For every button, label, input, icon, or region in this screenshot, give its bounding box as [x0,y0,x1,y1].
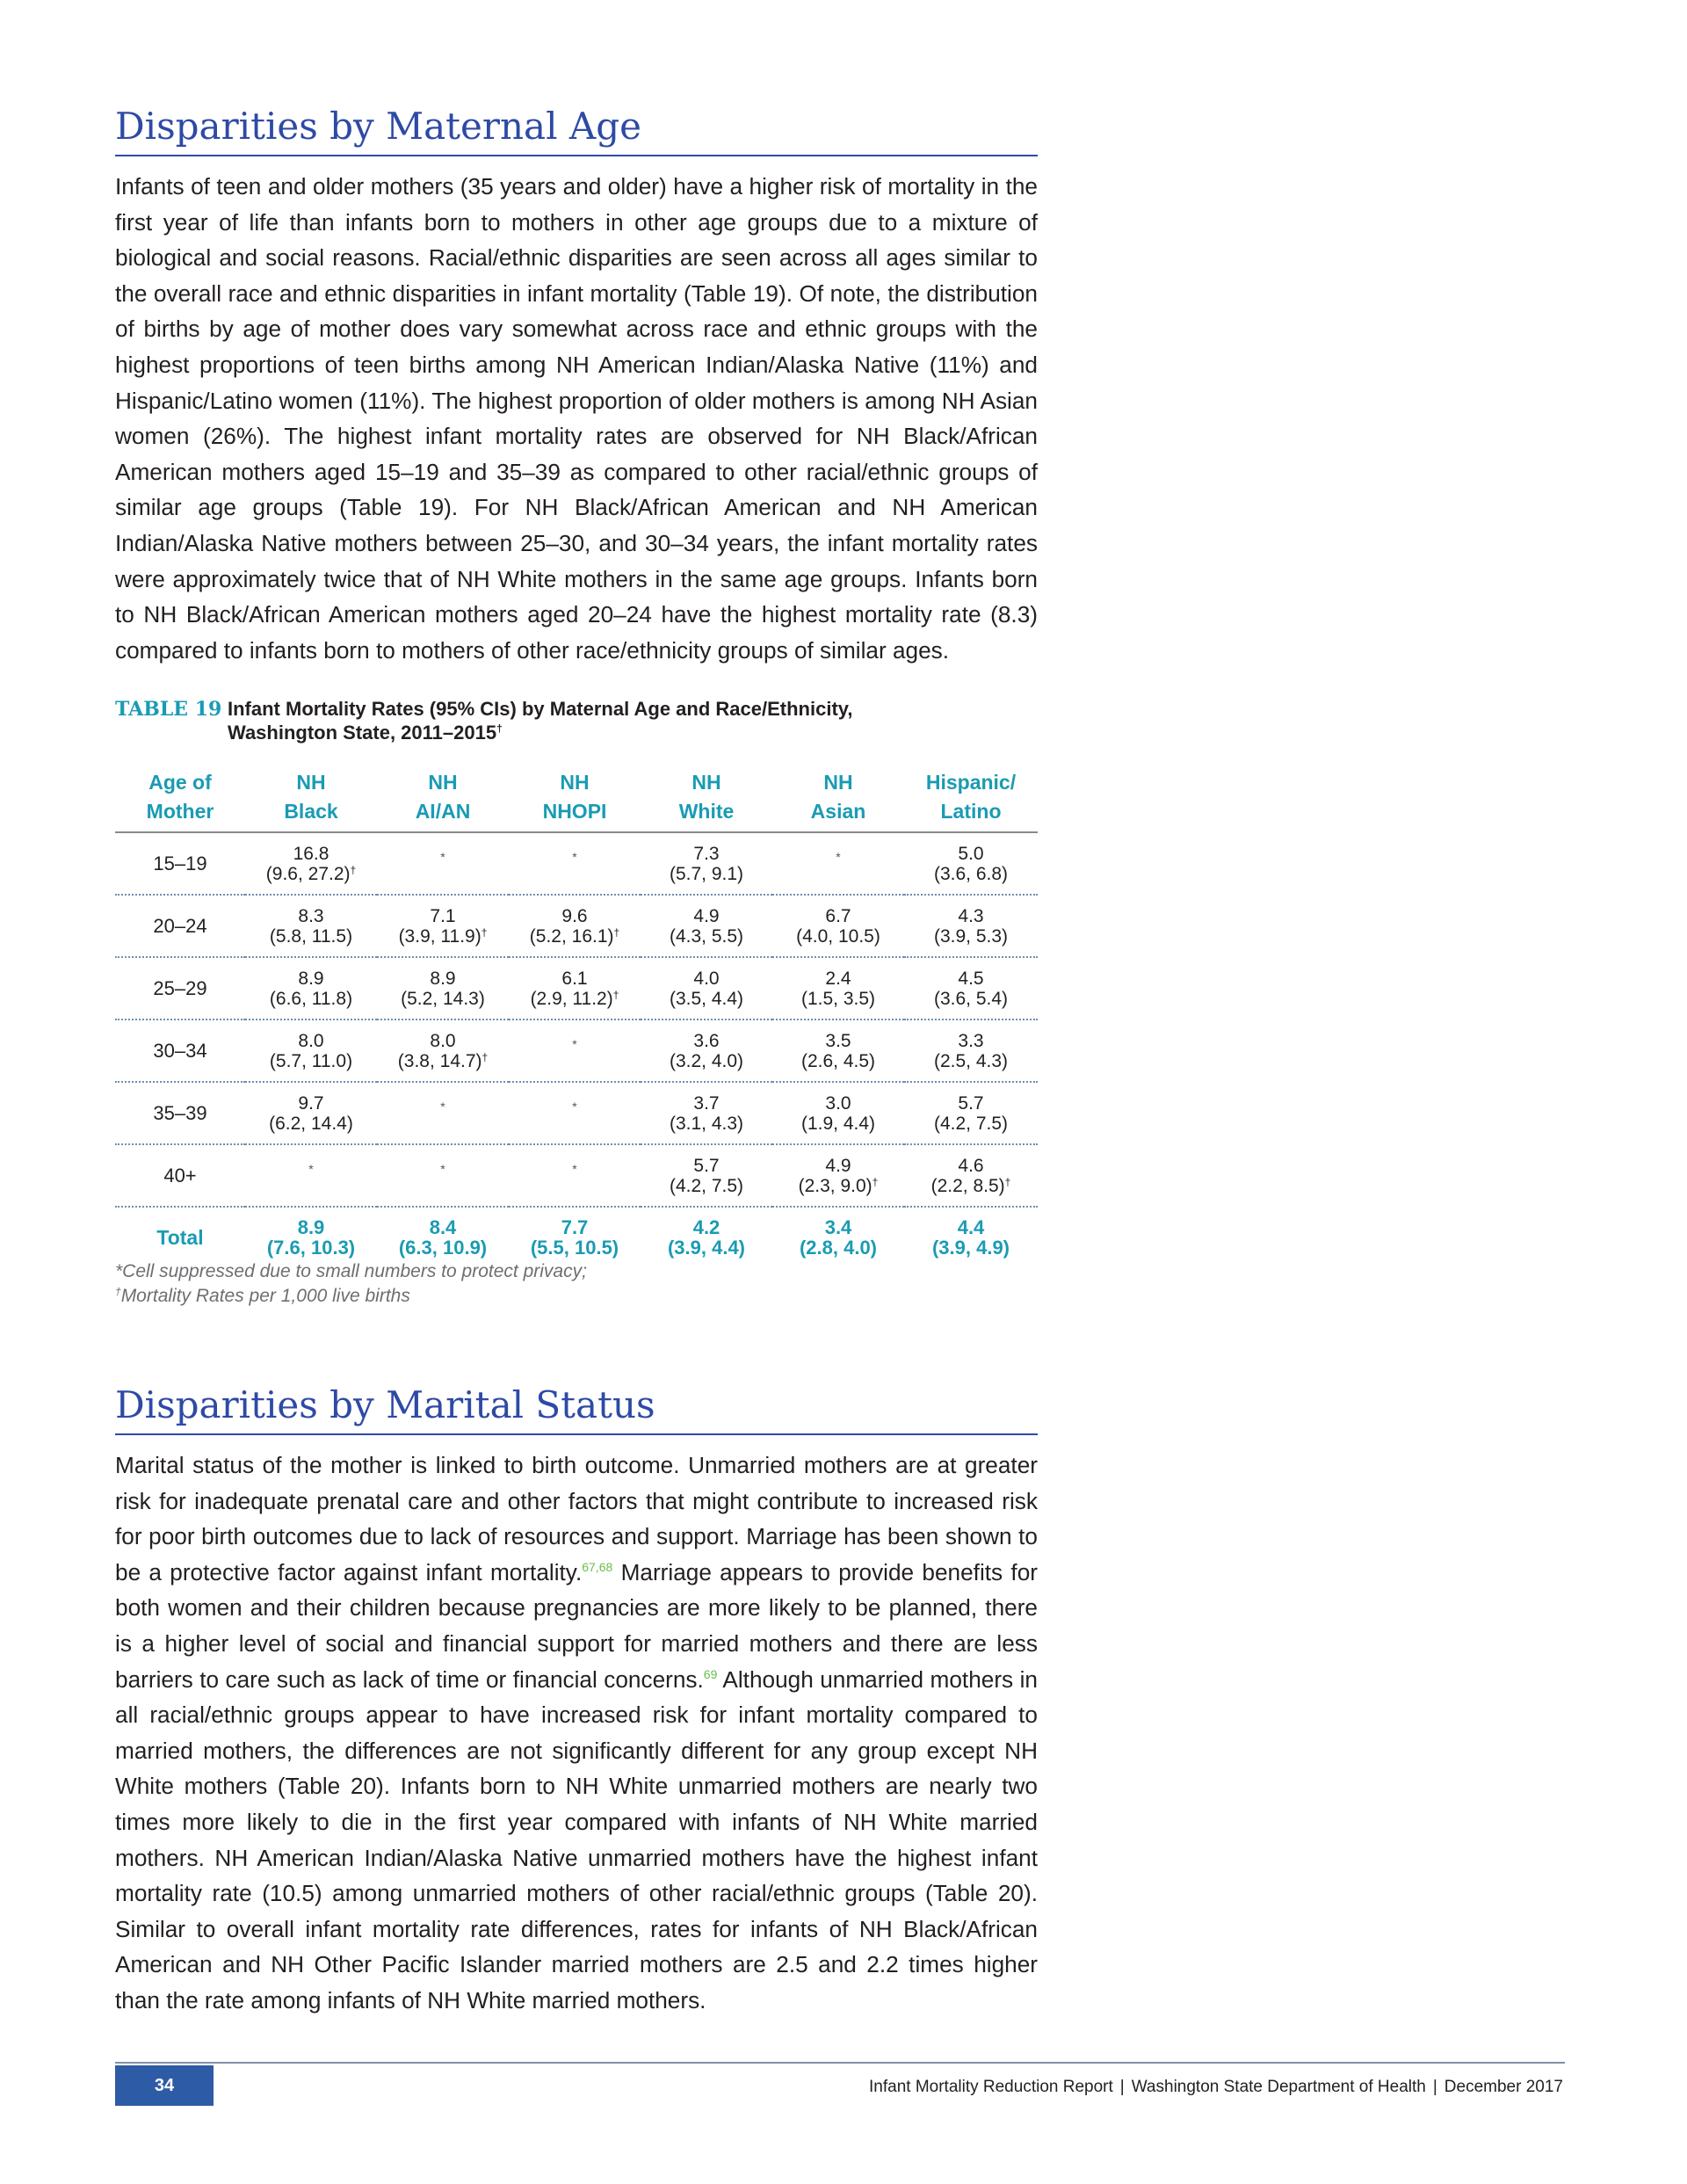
rate-cell [641,895,772,957]
confidence-interval: (9.6, 27.2)† [265,863,357,884]
rate-cell [377,1144,509,1207]
table-notes [115,1259,730,1309]
age-group-cell: 15–19 [115,832,245,895]
rate-cell [245,957,377,1019]
confidence-interval: (3.2, 4.0) [669,1050,744,1071]
confidence-interval: (3.8, 14.7)† [397,1050,489,1071]
footer-dept: Washington State Department of Health [1131,2078,1426,2096]
rate-cell [509,895,641,957]
rate-cell [245,1144,377,1207]
rate-value: 4.9 [825,1155,851,1176]
table-label: TABLE 19 [115,698,222,721]
rate-cell [772,832,904,895]
rate-value: 9.6 [561,905,588,926]
table-row [115,895,1038,957]
rate-cell [641,1019,772,1082]
confidence-interval: (4.2, 7.5) [933,1113,1009,1134]
rate-cell [377,957,509,1019]
rate-value: 4.5 [958,968,984,989]
column-header: Hispanic/ Latino [904,765,1038,832]
rate-cell [904,1019,1038,1082]
age-group-cell: 20–24 [115,895,245,957]
rate-value: 4.0 [693,968,720,989]
suppressed-mark: * [440,850,445,864]
page-number: 34 [115,2065,214,2106]
confidence-interval: (3.9, 11.9)† [398,925,488,947]
column-header: NH Asian [772,765,904,832]
confidence-interval: (5.2, 14.3) [401,988,485,1009]
rate-value: 16.8 [293,843,329,864]
suppressed-mark: * [572,1037,577,1051]
rate-cell [509,1082,641,1144]
rate-value: 3.5 [825,1030,851,1051]
rate-value: 4.9 [693,905,720,926]
rate-value: 4.3 [958,905,984,926]
total-label: Total [156,1225,204,1249]
rate-cell [641,1082,772,1144]
column-header: NH NHOPI [509,765,641,832]
rate-cell [641,832,772,895]
confidence-interval: (6.2, 14.4) [269,1113,353,1134]
confidence-interval: (2.3, 9.0)† [798,1175,879,1196]
rate-cell [509,832,641,895]
suppressed-mark: * [308,1162,314,1176]
confidence-interval: (3.9, 5.3) [933,925,1009,947]
column-header: Age of Mother [115,765,245,832]
total-rate-cell [772,1207,904,1267]
column-header: NH AI/AN [377,765,509,832]
rate-value: 5.7 [958,1092,984,1114]
rate-cell [245,895,377,957]
rate-value: 2.4 [825,968,851,989]
total-row [115,1207,1038,1267]
confidence-interval: (2.6, 4.5) [800,1050,876,1071]
confidence-interval: (2.5, 4.3) [933,1050,1009,1071]
rate-cell [772,1019,904,1082]
footer-divider [115,2062,1565,2064]
rate-cell [377,1019,509,1082]
age-group-cell: 30–34 [115,1019,245,1082]
rate-cell [772,957,904,1019]
rate-value: 8.0 [298,1030,324,1051]
confidence-interval: (4.0, 10.5) [796,925,880,947]
rate-value: 8.9 [298,968,324,989]
total-rate-cell [377,1207,509,1267]
rate-cell [904,957,1038,1019]
confidence-interval: (2.8, 4.0) [799,1237,878,1259]
age-group-cell: 35–39 [115,1082,245,1144]
confidence-interval: (7.6, 10.3) [266,1237,356,1259]
rate-cell [772,1144,904,1207]
rate-cell [245,1019,377,1082]
citation-ref: 67,68 [582,1559,613,1574]
total-rate-cell [245,1207,377,1267]
rate-cell [904,895,1038,957]
suppressed-mark: * [572,850,577,864]
marital-status-paragraph: Marital status of the mother is linked to birth outcome. Unmarried mothers are at greater risk for inadequate prenatal care and other factors that might contribute to increased risk for poor birth outcomes due to lack of resources and support. Marriage has been shown to be a protective factor against infant mortality.$^{67,68}$ Marriage appears to provide benefits for both women and their children because pregnancies are more likely to be planned, there is a higher level of social and financial support for married mothers and there are less barriers to care such as lack of time or financial concerns.$^{69}$ Although unmarried mothers in all racial/ethnic groups appear to have increased risk for infant mortality compared to married mothers, the differences are not significantly different for any group except NH White mothers (Table 20). Infants born to NH White unmarried mothers are nearly two times more likely to die in the first year compared with infants of NH White married mothers. NH American Indian/Alaska Native unmarried mothers have the highest infant mortality rate (10.5) among unmarried mothers of other racial/ethnic groups (Table 20). Similar to overall infant mortality rate differences, rates for infants of NH Black/African American and NH Other Pacific Islander married mothers are 2.5 and 2.2 times higher than the rate among infants of NH White married mothers. [115,1452,1038,2013]
total-rate-cell [509,1207,641,1267]
rate-cell [772,1082,904,1144]
suppressed-mark: * [572,1099,577,1114]
infant-mortality-table [115,765,1038,1267]
rate-value: 4.2 [692,1216,720,1238]
confidence-interval: (5.8, 11.5) [269,925,353,947]
rate-cell [377,832,509,895]
confidence-interval: (3.5, 4.4) [669,988,744,1009]
rate-value: 4.6 [958,1155,984,1176]
rate-value: 8.3 [298,905,324,926]
rate-value: 7.1 [430,905,456,926]
rate-cell [904,832,1038,895]
rate-value: 8.4 [429,1216,457,1238]
confidence-interval: (3.9, 4.4) [667,1237,746,1259]
rate-value: 3.3 [958,1030,984,1051]
section-heading-maternal-age: Disparities by Maternal Age [115,105,1038,156]
rate-cell [509,957,641,1019]
footer-text: Infant Mortality Reduction Report | Washington State Department of Health | December 2017 [869,2078,1563,2096]
table-row [115,1019,1038,1082]
rate-cell [377,895,509,957]
rate-cell [641,1144,772,1207]
table-header-row [115,765,1038,832]
suppressed-mark: * [572,1162,577,1176]
rate-value: 8.9 [297,1216,325,1238]
suppressed-mark: * [440,1162,445,1176]
confidence-interval: (5.2, 16.1)† [529,925,620,947]
confidence-interval: (4.3, 5.5) [669,925,744,947]
rate-cell [509,1144,641,1207]
rate-value: 8.9 [430,968,456,989]
column-header: NH Black [245,765,377,832]
section-heading-marital-status: Disparities by Marital Status [115,1384,1038,1435]
total-rate-cell [904,1207,1038,1267]
age-group-cell: 40+ [115,1144,245,1207]
confidence-interval: (6.3, 10.9) [398,1237,488,1259]
confidence-interval: (3.6, 5.4) [933,988,1009,1009]
footer-report: Infant Mortality Reduction Report [869,2078,1113,2096]
table-row [115,1082,1038,1144]
rate-cell [245,832,377,895]
citation-ref: 69 [703,1666,718,1681]
table-row [115,832,1038,895]
rate-value: 3.4 [824,1216,852,1238]
rate-value: 5.0 [958,843,984,864]
rate-value: 7.3 [693,843,720,864]
rate-value: 3.7 [693,1092,720,1114]
confidence-interval: (3.6, 6.8) [933,863,1009,884]
suppressed-mark: * [440,1099,445,1114]
confidence-interval: (1.5, 3.5) [800,988,876,1009]
confidence-interval: (6.6, 11.8) [269,988,353,1009]
confidence-interval: (1.9, 4.4) [800,1113,876,1134]
age-group-cell: 25–29 [115,957,245,1019]
rate-cell [904,1144,1038,1207]
rate-value: 6.1 [561,968,588,989]
footer-date: December 2017 [1444,2078,1563,2096]
rate-value: 7.7 [561,1216,589,1238]
confidence-interval: (3.1, 4.3) [669,1113,744,1134]
rate-value: 8.0 [430,1030,456,1051]
confidence-interval: (2.2, 8.5)† [930,1175,1011,1196]
table-row [115,957,1038,1019]
rate-value: 5.7 [693,1155,720,1176]
rate-value: 4.4 [957,1216,985,1238]
total-rate-cell [641,1207,772,1267]
suppressed-mark: * [836,850,841,864]
rate-value: 6.7 [825,905,851,926]
rate-value: 3.6 [693,1030,720,1051]
confidence-interval: (5.5, 10.5) [530,1237,619,1259]
rate-cell [509,1019,641,1082]
rate-cell [641,957,772,1019]
rate-value: 9.7 [298,1092,324,1114]
confidence-interval: (2.9, 11.2)† [530,988,619,1009]
column-header: NH White [641,765,772,832]
table-caption [115,697,1038,744]
note-suppressed: *Cell suppressed due to small numbers to protect privacy; [115,1261,587,1281]
rate-cell [772,895,904,957]
rate-value: 3.0 [825,1092,851,1114]
rate-cell [377,1082,509,1144]
table-row [115,1144,1038,1207]
confidence-interval: (4.2, 7.5) [669,1175,744,1196]
table-title: Infant Mortality Rates (95% CIs) by Maternal Age and Race/Ethnicity, Washington State, 2011–2015† [228,698,853,744]
maternal-age-paragraph: Infants of teen and older mothers (35 years and older) have a higher risk of mortality in the first year of life than infants born to mothers in other age groups due to a mixture of biological and social reasons. Racial/ethnic disparities are seen across all ages similar to the overall race and ethnic disparities in infant mortality (Table 19). Of note, the distribution of births by age of mother does vary somewhat across race and ethnic groups with the highest proportions of teen births among NH American Indian/Alaska Native (11%) and Hispanic/Latino women (11%). The highest proportion of older mothers is among NH Asian women (26%). The highest infant mortality rates are observed for NH Black/African American mothers aged 15–19 and 35–39 as compared to other racial/ethnic groups of similar age groups (Table 19). For NH Black/African American and NH American Indian/Alaska Native mothers between 25–30, and 30–34 years, the infant mortality rates were approximately twice that of NH White mothers in the same age groups. Infants born to NH Black/African American mothers aged 20–24 have the highest mortality rate (8.3) compared to infants born to mothers of other race/ethnicity groups of similar ages. [115,173,1038,664]
confidence-interval: (3.9, 4.9) [931,1237,1010,1259]
rate-cell [245,1082,377,1144]
rate-cell [904,1082,1038,1144]
confidence-interval: (5.7, 9.1) [669,863,744,884]
confidence-interval: (5.7, 11.0) [269,1050,353,1071]
note-rates: †Mortality Rates per 1,000 live births [115,1286,410,1306]
